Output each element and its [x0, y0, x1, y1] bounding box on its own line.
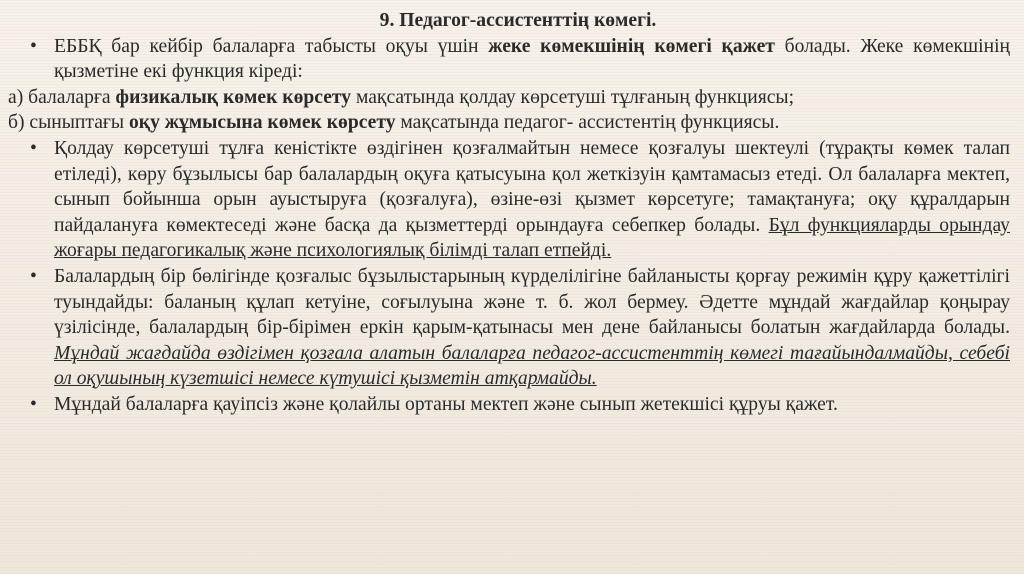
- text-segment: мақсатында қолдау көрсетуші тұлғаның функциясы;: [351, 86, 795, 108]
- paragraph-1: [26, 34, 1010, 85]
- paragraph-2: [8, 85, 1010, 111]
- bullet-dot: •: [30, 137, 37, 159]
- slide-title: 9. Педагог-ассистенттің көмегі.: [379, 10, 657, 31]
- text-segment: ЕББҚ бар кейбір балаларға табысты оқуы үшін: [54, 35, 489, 57]
- text-segment: болады. Жеке көмекшінің қызметіне екі функция кіреді:: [54, 35, 1010, 83]
- paragraph-4: [26, 136, 1010, 264]
- bullet-dot: •: [30, 265, 37, 287]
- text-segment: б) сыныптағы: [8, 112, 129, 134]
- text-segment: а) балаларға: [8, 86, 116, 108]
- bullet-dot: •: [30, 393, 37, 415]
- text-segment: Қолдау көрсетуші тұлға кеністікте өздігінен қозғалмайтын немесе қозғалуы шектеулі (тұрақты көмек талап етіледі), көру бұзылысы бар балалардың оқуға қатысуына қол жеткізуін қамтамасыз етеді. Ол балаларға мектеп, сынып бойынша орын ауыстыруға (қозғалуға), өзіне-өзі қызмет көрсетуге; тамақтануға; оқу құралдарын пайдалануға көмектеседі және басқа да қызметтерді орындауға себепкер болады.: [54, 137, 1010, 236]
- paragraph-5: [26, 264, 1010, 392]
- bold-phrase: оқу жұмысына көмек көрсету: [129, 112, 396, 134]
- text-segment: мақсатында педагог- ассистентің функциясы.: [395, 112, 780, 134]
- text-segment: Балалардың бір бөлігінде қозғалыс бұзылыстарының күрделілігіне байланысты қорғау режимін құру қажеттілігі туындайды: баланың құлап кетуіне, соғылуына және т. б. жол бермеу. Әдетте мұндай жағдайлар қоңырау үзілісінде, балалардың бір-бірімен еркін қарым-қатынасы мен дене байланысы болатын жағдайларда болады.: [54, 265, 1010, 339]
- paragraph-3: [8, 110, 1010, 136]
- paragraph-6: [26, 392, 1010, 418]
- text-segment: Мұндай балаларға қауіпсіз және қолайлы ортаны мектеп және сынып жетекшісі құруы қажет.: [54, 393, 838, 415]
- underlined-phrase: Бұл функцияларды орындау жоғары педагогикалық және психологиялық білімді талап етпейді.: [54, 214, 1010, 262]
- bold-phrase: жеке көмекшінің көмегі қажет: [488, 35, 775, 57]
- italic-underlined-phrase: Мұндай жағдайда өздігімен қозғала алатын балаларға педагог-ассистенттің көмегі тағайындалмайды, себебі ол оқушының күзетшісі немесе күтушісі қызметін атқармайды.: [54, 342, 1010, 390]
- bold-phrase: физикалық көмек көрсету: [115, 86, 352, 108]
- bullet-dot: •: [30, 35, 37, 57]
